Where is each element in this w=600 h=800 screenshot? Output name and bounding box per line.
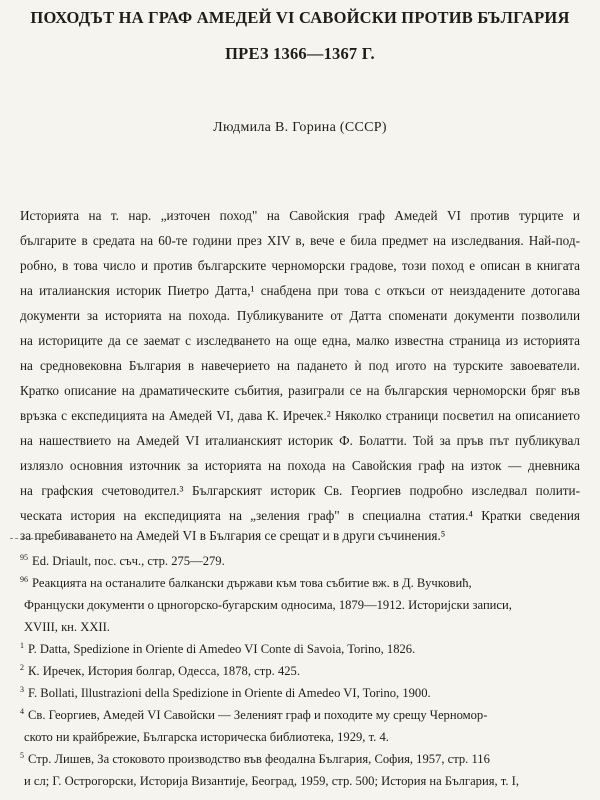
body-line: на средновековна България в навечерието на падането ѝ под игото на турските завоеватели.	[20, 358, 580, 373]
footnote-text: Ed. Driault, пос. съч., стр. 275—279.	[32, 554, 225, 569]
body-line: излязло основния източник за историята на похода на Савойския граф на изток — дневника	[20, 458, 580, 473]
body-line: на италианския историк Пиетро Датта,¹ снабдена при това с откъси от неиздадените дотогава	[20, 283, 580, 298]
body-line: българите в средата на 60-те години през XIV в, вече е била предмет на изследвания. Най-под-	[20, 233, 580, 248]
footnote-item	[20, 685, 595, 701]
body-line: документи за историята на похода. Публикуваните от Датта споменати документи позволили	[20, 308, 580, 323]
footnote-number: 5	[20, 751, 24, 760]
article-title-line-1: ПОХОДЪТ НА ГРАФ АМЕДЕЙ VI САВОЙСКИ ПРОТИВ БЪЛГАРИЯ	[30, 8, 570, 27]
body-line: робно, в това число и против българските черноморски градове, този поход е описан в книгата	[20, 258, 580, 273]
footnote-text: К. Иречек, История болгар, Одесса, 1878, стр. 425.	[28, 664, 300, 679]
body-line: Кратко описание на драматическите събития, разиграли се на българския черноморски бряг във	[20, 383, 580, 398]
footnote-item	[20, 707, 595, 723]
footnote-item	[20, 575, 595, 591]
footnote-item	[20, 641, 595, 657]
footnote-item	[20, 553, 595, 569]
body-line: на графския счетоводител.³ Българският историк Св. Георгиев подробно изследвал полити-	[20, 483, 580, 498]
body-line: на историците да се заемат с изследването на още една, малко известна страница из историята	[20, 333, 580, 348]
footnote-number: 1	[20, 641, 24, 650]
footnote-item	[20, 751, 595, 767]
footnote-number: 4	[20, 707, 24, 716]
footnote-number: 95	[20, 553, 28, 562]
footnote-text: Француски документи о црногорско-бугарским односима, 1879—1912. Историјски записи,	[24, 598, 512, 613]
footnote-item	[20, 663, 595, 679]
footnote-item	[20, 619, 595, 635]
body-line: връзка с експедицията на Амедей VI, дава К. Иречек.² Няколко страници посветил на описанието	[20, 408, 580, 423]
footnote-text: XVIII, кн. XXII.	[24, 620, 110, 635]
body-line: за пребиваването на Амедей VI в България се срещат и в други съчинения.⁵	[20, 528, 446, 543]
footnote-text: P. Datta, Spedizione in Oriente di Amedeo VI Conte di Savoia, Torino, 1826.	[28, 642, 416, 657]
footnote-text: Стр. Лишев, За стоковото производство във феодална България, София, 1957, стр. 116	[28, 752, 490, 767]
article-title-line-2: ПРЕЗ 1366—1367 Г.	[225, 44, 375, 63]
footnote-item	[20, 729, 595, 745]
footnote-text: Св. Георгиев, Амедей VI Савойски — Зеленият граф и походите му срещу Черномор-	[28, 708, 488, 723]
footnote-text: F. Bollati, Illustrazioni della Spedizione in Oriente di Amedeo VI, Torino, 1900.	[28, 686, 431, 701]
author-line: Людмила В. Горина (СССР)	[213, 120, 387, 135]
footnote-text: и сл; Г. Острогорски, Историја Византије, Београд, 1959, стр. 500; История на България, т. I,	[24, 774, 519, 789]
body-line: Историята на т. нар. „източен поход" на Савойския граф Амедей VI против турците и	[20, 208, 580, 223]
footnote-text: Реакцията на останалите балкански държави към това събитие вж. в Д. Вучковић,	[32, 576, 472, 591]
body-line: на нашествието на Амедей VI италианският историк Ф. Болатти. Той за пръв път публикувал	[20, 433, 580, 448]
footnote-divider	[10, 538, 90, 539]
footnote-number: 2	[20, 663, 24, 672]
footnote-item	[20, 773, 595, 789]
footnote-item	[20, 597, 595, 613]
body-line: ческата история на експедицията на „зеления граф" в специална статия.⁴ Кратки сведения	[20, 508, 580, 523]
footnote-number: 3	[20, 685, 24, 694]
footnote-text: ското ни крайбрежие, Българска историческа библиотека, 1929, т. 4.	[24, 730, 389, 745]
footnote-number: 96	[20, 575, 28, 584]
